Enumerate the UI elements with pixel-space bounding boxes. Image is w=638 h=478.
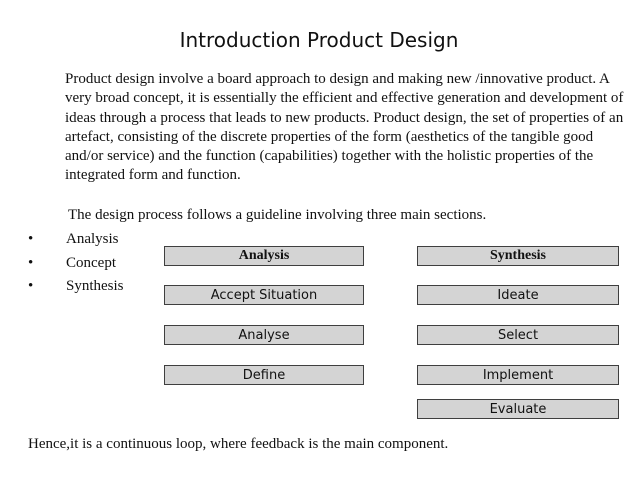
synthesis-step-box: Implement (417, 365, 619, 385)
analysis-step-box: Define (164, 365, 364, 385)
footer-note: Hence,it is a continuous loop, where feedback is the main component. (28, 436, 449, 452)
slide-title: Introduction Product Design (179, 28, 459, 52)
section-bullet-list (28, 231, 124, 302)
synthesis-step-box: Ideate (417, 285, 619, 305)
bullet-item (28, 255, 124, 279)
bullet-item (28, 231, 124, 255)
synthesis-header-box: Synthesis (417, 246, 619, 266)
bullet-item (28, 278, 124, 302)
bullet-dot: • (28, 231, 34, 247)
process-intro-line: The design process follows a guideline involving three main sections. (68, 207, 487, 223)
intro-paragraph: Product design involve a board approach to design and making new /innovative product. A very broad concept, it is essentially the efficient and effective generation and development of ideas through a process that leads to new products. Product design, the set of properties of an artefact, consisting of the discrete properties of the form (aesthetics of the tangible good and/or service) and the function (capabilities) together with the holistic properties of the integrated form and function. (65, 71, 624, 184)
analysis-header-box: Analysis (164, 246, 364, 266)
bullet-dot: • (28, 278, 34, 294)
bullet-label: Concept (66, 254, 116, 271)
bullet-label: Synthesis (66, 278, 124, 294)
synthesis-step-box: Evaluate (417, 399, 619, 419)
bullet-label: Analysis (66, 231, 119, 247)
analysis-step-box: Analyse (164, 325, 364, 345)
analysis-step-box: Accept Situation (164, 285, 364, 305)
synthesis-step-box: Select (417, 325, 619, 345)
bullet-dot: • (28, 254, 34, 271)
